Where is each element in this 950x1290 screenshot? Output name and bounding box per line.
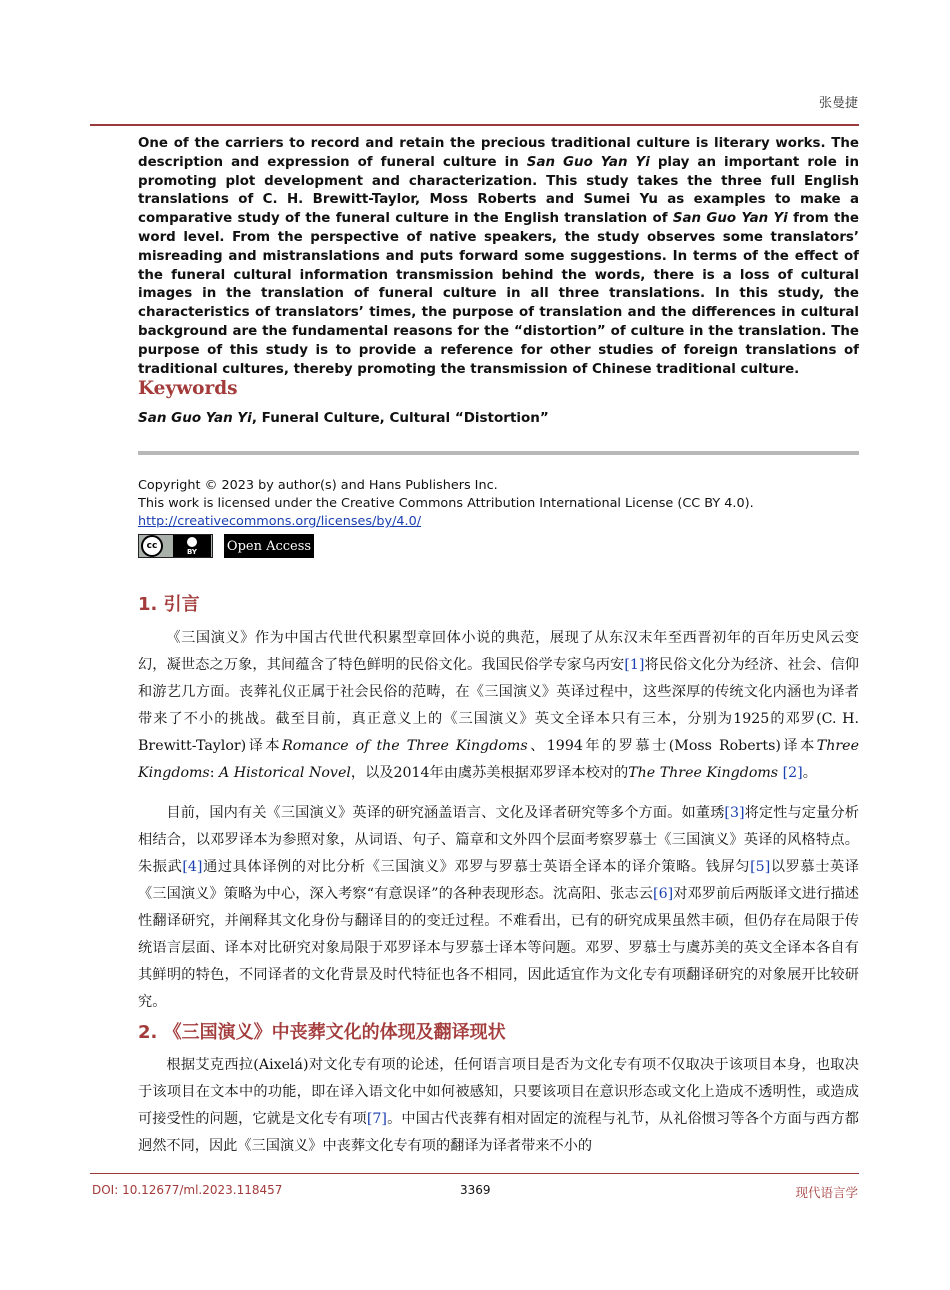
keywords-heading: Keywords — [138, 378, 238, 399]
body-paragraph: 目前，国内有关《三国演义》英译的研究涵盖语言、文化及译者研究等多个方面。如董琇[3]将定性与定量分析相结合，以邓罗译本为参照对象，从词语、句子、篇章和文外四个层面考察罗慕士《三国演义》英译的风格特点。朱振武[4]通过具体译例的对比分析《三国演义》邓罗与罗慕士英语全译本的译介策略。钱屏匀[5]以罗慕士英译《三国演义》策略为中心，深入考察“有意误译”的各种表现形态。沈高阳、张志云[6]对邓罗前后两版译文进行描述性翻译研究，并阐释其文化身份与翻译目的的变迁过程。不难看出，已有的研究成果虽然丰硕，但仍存在局限于传统语言层面、译本对比研究对象局限于邓罗译本与罗慕士译本等问题。邓罗、罗慕士与虞苏美的英文全译本各自有其鲜明的特色，不同译者的文化背景及时代特征也各不相同，因此适宜作为文化专有项翻译研究的对象展开比较研究。 — [138, 805, 859, 1010]
keywords-list: San Guo Yan Yi, Funeral Culture, Cultural “Distortion” — [138, 410, 549, 426]
body-paragraph: 根据艾克西拉(Aixelá)对文化专有项的论述，任何语言项目是否为文化专有项不仅取决于该项目本身，也取决于该项目在文本中的功能，即在译入语文化中如何被感知，只要该项目在意识形态或文化上造成不透明性，或造成可接受性的问题，它就是文化专有项[7]。中国古代丧葬有相对固定的流程与礼节，从礼俗惯习等各个方面与西方都迥然不同，因此《三国演义》中丧葬文化专有项的翻译为译者带来不小的 — [138, 1057, 859, 1154]
header-rule — [90, 124, 859, 126]
person-icon — [187, 537, 197, 547]
license-block — [138, 477, 754, 531]
novel-title: San Guo Yan Yi — [526, 154, 650, 170]
section-separator — [138, 451, 859, 455]
by-icon: BY — [173, 535, 211, 557]
copyright-line: Copyright © 2023 by author(s) and Hans Publishers Inc. — [138, 478, 498, 493]
citation-link[interactable]: [5] — [750, 859, 771, 875]
section-heading-funeral-culture: 2. 《三国演义》中丧葬文化的体现及翻译现状 — [138, 1022, 506, 1043]
cc-by-badge[interactable] — [138, 534, 213, 558]
footer-doi: DOI: 10.12677/ml.2023.118457 — [92, 1183, 283, 1197]
citation-link[interactable]: [1] — [624, 657, 645, 673]
license-link[interactable]: http://creativecommons.org/licenses/by/4.0/ — [138, 514, 422, 529]
cc-icon: cc — [141, 535, 163, 557]
novel-title: San Guo Yan Yi — [672, 211, 788, 227]
citation-link[interactable]: [3] — [724, 805, 745, 821]
keyword-title: San Guo Yan Yi — [138, 410, 252, 426]
footer-journal-name: 现代语言学 — [795, 1185, 858, 1200]
open-access-badge: Open Access — [224, 534, 314, 558]
abstract-text: One of the carriers to record and retain the precious traditional culture is literary works. The description and expression of funeral culture in San Guo Yan Yi play an important role in promoting plot development and characterization. This study takes the three full English translations of C. H. Brewitt-Taylor, Moss Roberts and Sumei Yu as examples to make a comparative study of the funeral culture in the English translation of San Guo Yan Yi from the word level. From the perspective of native speakers, the study observes some translators’ misreading and mistranslations and puts forward some suggestions. In terms of the effect of the funeral cultural information transmission behind the words, there is a loss of cultural images in the translation of funeral culture in all three translations. In this study, the characteristics of translators’ times, the purpose of translation and the differences in cultural background are the fundamental reasons for the “distortion” of culture in the translation. The purpose of this study is to provide a reference for other studies of foreign translations of traditional cultures, thereby promoting the transmission of Chinese traditional culture. — [138, 136, 859, 377]
license-statement: This work is licensed under the Creative Commons Attribution International License (CC BY 4.0). — [138, 496, 754, 511]
citation-link[interactable]: [4] — [182, 859, 203, 875]
citation-link[interactable]: [6] — [653, 886, 674, 902]
footer-rule — [90, 1173, 859, 1174]
body-paragraph: 《三国演义》作为中国古代世代积累型章回体小说的典范，展现了从东汉末年至西晋初年的百年历史风云变幻，凝世态之万象，其间蕴含了特色鲜明的民俗文化。我国民俗学专家乌丙安[1]将民俗文化分为经济、社会、信仰和游艺几方面。丧葬礼仪正属于社会民俗的范畴，在《三国演义》英译过程中，这些深厚的传统文化内涵也为译者带来了不小的挑战。截至目前，真正意义上的《三国演义》英文全译本只有三本，分别为1925的邓罗(C. H. Brewitt-Taylor)译本Romance of the Three Kingdoms、1994年的罗慕士(Moss Roberts)译本Three Kingdoms: A Historical Novel，以及2014年由虞苏美根据邓罗译本校对的The Three Kingdoms [2]。 — [138, 630, 859, 781]
license-badges — [138, 534, 314, 558]
citation-link[interactable]: [7] — [366, 1111, 387, 1127]
citation-link[interactable]: [2] — [778, 765, 803, 781]
running-header-author: 张曼捷 — [818, 96, 858, 111]
section-heading-introduction: 1. 引言 — [138, 594, 200, 615]
footer-page-number: 3369 — [460, 1183, 491, 1197]
